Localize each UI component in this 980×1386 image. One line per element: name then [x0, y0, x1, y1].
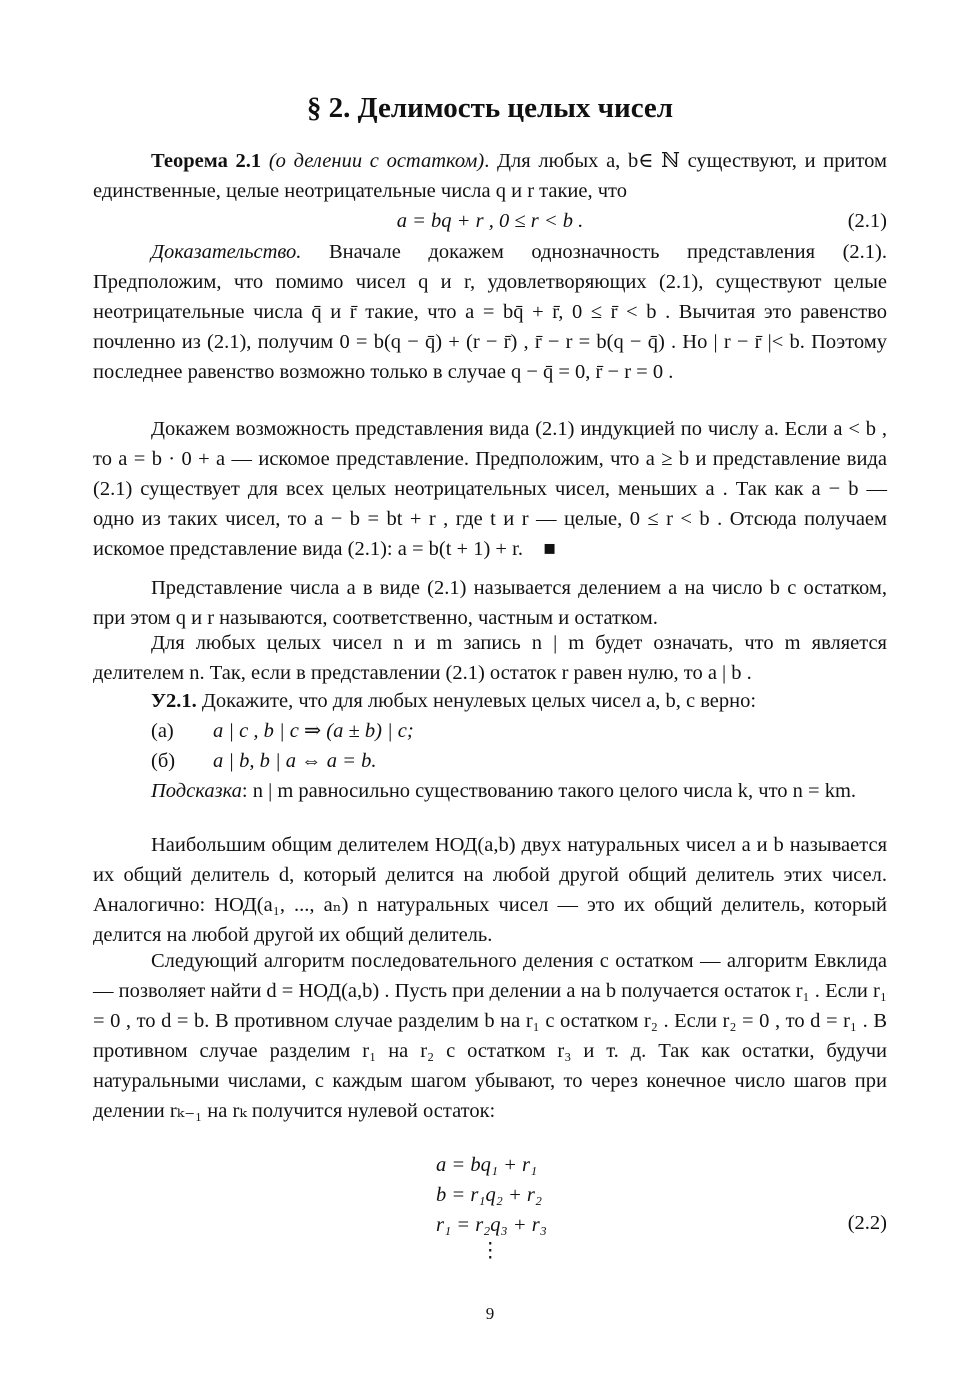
proof-paragraph-1 [93, 237, 887, 387]
theorem-paragraph [93, 146, 887, 206]
system-line-1: a = bq₁ + r₁ [436, 1154, 538, 1176]
proof-label: Доказательство. [151, 241, 302, 263]
system-line-3: r₁ = r₂q₃ + r₃ [436, 1214, 547, 1236]
page-title: § 2. Делимость целых чисел [306, 92, 674, 124]
theorem-formula: a = bq + r , 0 ≤ r < b . [396, 210, 584, 232]
hint-label: Подсказка [151, 780, 242, 802]
theorem-text: . Для любых a, b∈ ℕ существуют, и притом единственные, целые неотрицательные числа q и r такие, что [93, 150, 888, 202]
representation-paragraph: Представление числа a в виде (2.1) называется делением a на число b с остатком, при этом q и r называются, соответственно, частным и остатком. [93, 577, 887, 629]
equation-number-2-2: (2.2) [847, 1212, 887, 1234]
system-dots: ⋮ [480, 1240, 501, 1262]
item-b-formula: a | b, b | a ⇔ a = b. [213, 750, 377, 772]
euclid-paragraph: Следующий алгоритм последовательного деления с остатком — алгоритм Евклида — позволяет найти d = НОД(a,b) . Пусть при делении a на b получается остаток r₁ . Если r₁ = 0 , то d = b. В противном случае разделим b на r₁ с остатком r₂ . Если r₂ = 0 , то d = r₁ . В противном случае разделим r₁ на r₂ с остатком r₃ и т. д. Так как остатки, будучи натуральными числами, с каждым шагом убывают, то через конечное число шагов при делении rₖ₋₁ на rₖ получится нулевой остаток: [93, 950, 887, 1122]
qed-mark: ■ [543, 538, 556, 560]
theorem-label: Теорема 2.1 [151, 150, 262, 172]
page-number: 9 [485, 1304, 495, 1323]
exercise-label: У2.1. [151, 690, 197, 712]
proof-text-2: Докажем возможность представления вида (2.1) индукцией по числу a. Если a < b , то a = b · 0 + a — искомое представление. Предположим, что a ≥ b и представление вида (2.1) существует для всех целых неотрицательных чисел, меньших a . Так как a − b — одно из таких чисел, то a − b = bt + r , где t и r — целые, 0 ≤ r < b . Отсюда получаем искомое представление вида (2.1): a = b(t + 1) + r. [93, 418, 887, 560]
gcd-paragraph: Наибольшим общим делителем НОД(a,b) двух натуральных чисел a и b называется их общий делитель d, который делится на любой другой общий делитель этих чисел. Аналогично: НОД(a₁, ..., aₙ) n натуральных чисел — это их общий делитель, который делится на любой другой их общий делитель. [93, 834, 887, 946]
item-b-label: (б) [151, 750, 176, 772]
system-line-2: b = r₁q₂ + r₂ [436, 1184, 543, 1206]
item-a-formula: a | c , b | c ⇒ (a ± b) | c; [213, 720, 414, 742]
exercise-paragraph [93, 686, 887, 716]
item-a-label: (а) [151, 720, 174, 742]
divides-paragraph: Для любых целых чисел n и m запись n | m будет означать, что m является делителем n. Так, если в представлении (2.1) остаток r равен нулю, то a | b . [93, 632, 887, 684]
theorem-name: (о делении с остатком) [268, 150, 485, 172]
exercise-text: Докажите, что для любых ненулевых целых чисел a, b, c верно: [196, 690, 757, 712]
proof-text-1: Вначале докажем однозначность представления (2.1). Предположим, что помимо чисел q и r, удовлетворяющих (2.1), существуют целые неотрицательные числа q̄ и r̄ такие, что a = bq̄ + r̄, 0 ≤ r̄ < b . Вычитая это равенство почленно из (2.1), получим 0 = b(q − q̄) + (r − r̄) , r̄ − r = b(q − q̄) . Но | r − r̄ |< b. Поэтому последнее равенство возможно только в случае q − q̄ = 0, r̄ − r = 0 . [93, 241, 887, 383]
proof-paragraph-2 [93, 414, 887, 564]
hint-paragraph [93, 776, 887, 806]
equation-number-2-1: (2.1) [847, 210, 887, 232]
hint-text: : n | m равносильно существованию такого целого числа k, что n = km. [241, 780, 857, 802]
